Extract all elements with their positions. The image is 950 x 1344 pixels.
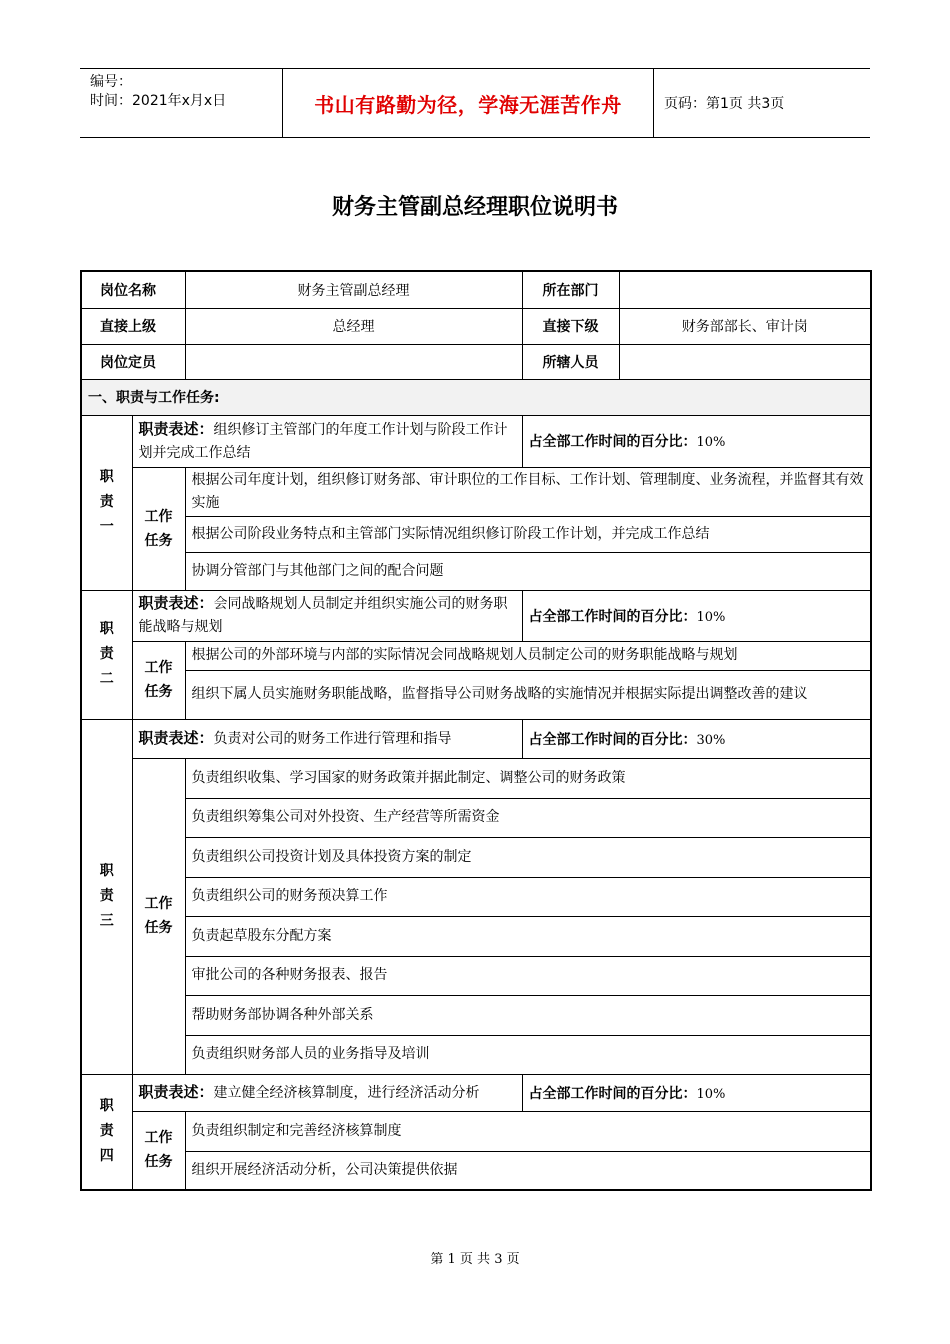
task-item: 负责起草股东分配方案 [185, 916, 871, 956]
header-motto: 书山有路勤为径，学海无涯苦作舟 [282, 69, 654, 137]
task-item: 根据公司的外部环境与内部的实际情况会同战略规划人员制定公司的财务职能战略与规划 [185, 641, 871, 670]
description-label: 职责表述： [138, 595, 214, 612]
percentage-label: 占全部工作时间的百分比： [528, 434, 697, 450]
duty-description-row [81, 719, 871, 758]
time-percentage [522, 590, 871, 641]
task-row [81, 995, 871, 1035]
header-page-info: 页码：第1页 共3页 [664, 96, 785, 112]
task-row [81, 916, 871, 956]
task-row [81, 877, 871, 916]
duty-name-char: 四 [99, 1148, 114, 1165]
page-footer: 第 1 页 共 3 页 [430, 1252, 520, 1267]
document-title: 财务主管副总经理职位说明书 [331, 195, 618, 220]
duty-description-row [81, 415, 871, 467]
task-row [81, 467, 871, 516]
number-label: 编号： [90, 74, 132, 90]
superior-label: 直接上级 [81, 308, 185, 344]
work-task-label [132, 467, 185, 590]
task-row [81, 641, 871, 670]
duty-name-char: 职 [99, 469, 114, 485]
description-text: 组织修订主管部门的年度工作计划与阶段工作计划并完成工作总结 [138, 421, 508, 461]
row-quota [81, 344, 871, 379]
header-meta [80, 69, 282, 137]
task-item: 负责组织筹集公司对外投资、生产经营等所需资金 [185, 798, 871, 837]
description-text: 会同战略规划人员制定并组织实施公司的财务职能战略与规划 [138, 596, 508, 635]
subordinate-label: 直接下级 [522, 308, 619, 344]
task-item: 根据公司年度计划，组织修订财务部、审计职位的工作目标、工作计划、管理制度、业务流程，并监督其有效实施 [185, 467, 871, 516]
dept-value [619, 271, 871, 308]
time-percentage [522, 719, 871, 758]
task-row [81, 552, 871, 590]
task-row [81, 516, 871, 552]
task-row [81, 837, 871, 877]
duty-description [132, 719, 522, 758]
task-item: 审批公司的各种财务报表、报告 [185, 956, 871, 995]
task-item: 组织开展经济活动分析，公司决策提供依据 [185, 1151, 871, 1190]
description-text: 建立健全经济核算制度，进行经济活动分析 [213, 1084, 480, 1101]
section-header-row [81, 379, 871, 415]
description-text: 负责对公司的财务工作进行管理和指导 [213, 730, 452, 747]
date-line: 时间：2021年x月x日 [90, 93, 227, 109]
duty-name-char: 职 [99, 621, 114, 637]
duty-name-char: 责 [99, 494, 114, 510]
duty-name-char: 职 [99, 1098, 114, 1115]
task-item: 负责组织公司的财务预决算工作 [185, 877, 871, 916]
percentage-value: 10% [696, 435, 726, 450]
percentage-label: 占全部工作时间的百分比： [528, 608, 697, 625]
duty-description [132, 590, 522, 641]
duty-description [132, 1074, 522, 1111]
task-item: 负责组织公司投资计划及具体投资方案的制定 [185, 837, 871, 877]
job-description-table [80, 270, 872, 1191]
post-name-value: 财务主管副总经理 [185, 271, 522, 308]
task-item: 协调分管部门与其他部门之间的配合问题 [185, 552, 871, 590]
duty-description-row [81, 590, 871, 641]
dept-label: 所在部门 [522, 271, 619, 308]
post-name-label: 岗位名称 [81, 271, 185, 308]
work-label-line-2: 任务 [144, 684, 173, 700]
percentage-label: 占全部工作时间的百分比： [528, 1085, 697, 1102]
task-row [81, 670, 871, 719]
task-row [81, 1151, 871, 1190]
work-label-line-2: 任务 [144, 1154, 173, 1171]
work-task-label [132, 641, 185, 719]
duty-description [132, 415, 522, 467]
task-row [81, 1111, 871, 1151]
task-row [81, 798, 871, 837]
duty-name [81, 719, 132, 1074]
duty-name-char: 职 [99, 863, 114, 879]
duty-name-char: 三 [99, 913, 114, 929]
description-label: 职责表述： [138, 1083, 214, 1101]
work-label-line-2: 任务 [144, 532, 173, 549]
work-task-label [132, 1111, 185, 1190]
staff-value [619, 344, 871, 379]
task-item: 负责组织制定和完善经济核算制度 [185, 1111, 871, 1151]
subordinate-value: 财务部部长、审计岗 [619, 308, 871, 344]
duty-name [81, 415, 132, 590]
duty-name-char: 二 [99, 671, 114, 687]
row-superior [81, 308, 871, 344]
section-title: 一、职责与工作任务: [81, 379, 871, 415]
duty-name-char: 责 [99, 888, 114, 904]
task-row [81, 956, 871, 995]
description-label: 职责表述： [138, 420, 214, 438]
duty-name-char: 责 [99, 646, 114, 662]
superior-value: 总经理 [185, 308, 522, 344]
percentage-value: 30% [696, 732, 726, 748]
duty-name [81, 1074, 132, 1190]
task-item: 负责组织财务部人员的业务指导及培训 [185, 1035, 871, 1074]
work-label-line-1: 工作 [144, 508, 173, 525]
task-item: 组织下属人员实施财务职能战略，监督指导公司财务战略的实施情况并根据实际提出调整改善的建议 [185, 670, 871, 719]
quota-value [185, 344, 522, 379]
document-header [80, 68, 870, 138]
work-label-line-2: 任务 [144, 920, 173, 936]
duty-description-row [81, 1074, 871, 1111]
quota-label: 岗位定员 [81, 344, 185, 379]
task-item: 负责组织收集、学习国家的财务政策并据此制定、调整公司的财务政策 [185, 758, 871, 798]
percentage-value: 10% [696, 609, 726, 625]
duty-name-char: 一 [99, 519, 114, 535]
duty-name-char: 责 [99, 1123, 114, 1140]
row-post-name [81, 271, 871, 308]
task-row [81, 758, 871, 798]
work-label-line-1: 工作 [144, 660, 173, 676]
task-item: 帮助财务部协调各种外部关系 [185, 995, 871, 1035]
percentage-label: 占全部工作时间的百分比： [528, 731, 697, 748]
work-label-line-1: 工作 [144, 1130, 173, 1147]
percentage-value: 10% [696, 1086, 726, 1102]
time-percentage [522, 415, 871, 467]
description-label: 职责表述： [138, 729, 214, 747]
task-row [81, 1035, 871, 1074]
time-percentage [522, 1074, 871, 1111]
staff-label: 所辖人员 [522, 344, 619, 379]
task-item: 根据公司阶段业务特点和主管部门实际情况组织修订阶段工作计划，并完成工作总结 [185, 516, 871, 552]
work-task-label [132, 758, 185, 1074]
work-label-line-1: 工作 [144, 896, 173, 912]
duty-name [81, 590, 132, 719]
